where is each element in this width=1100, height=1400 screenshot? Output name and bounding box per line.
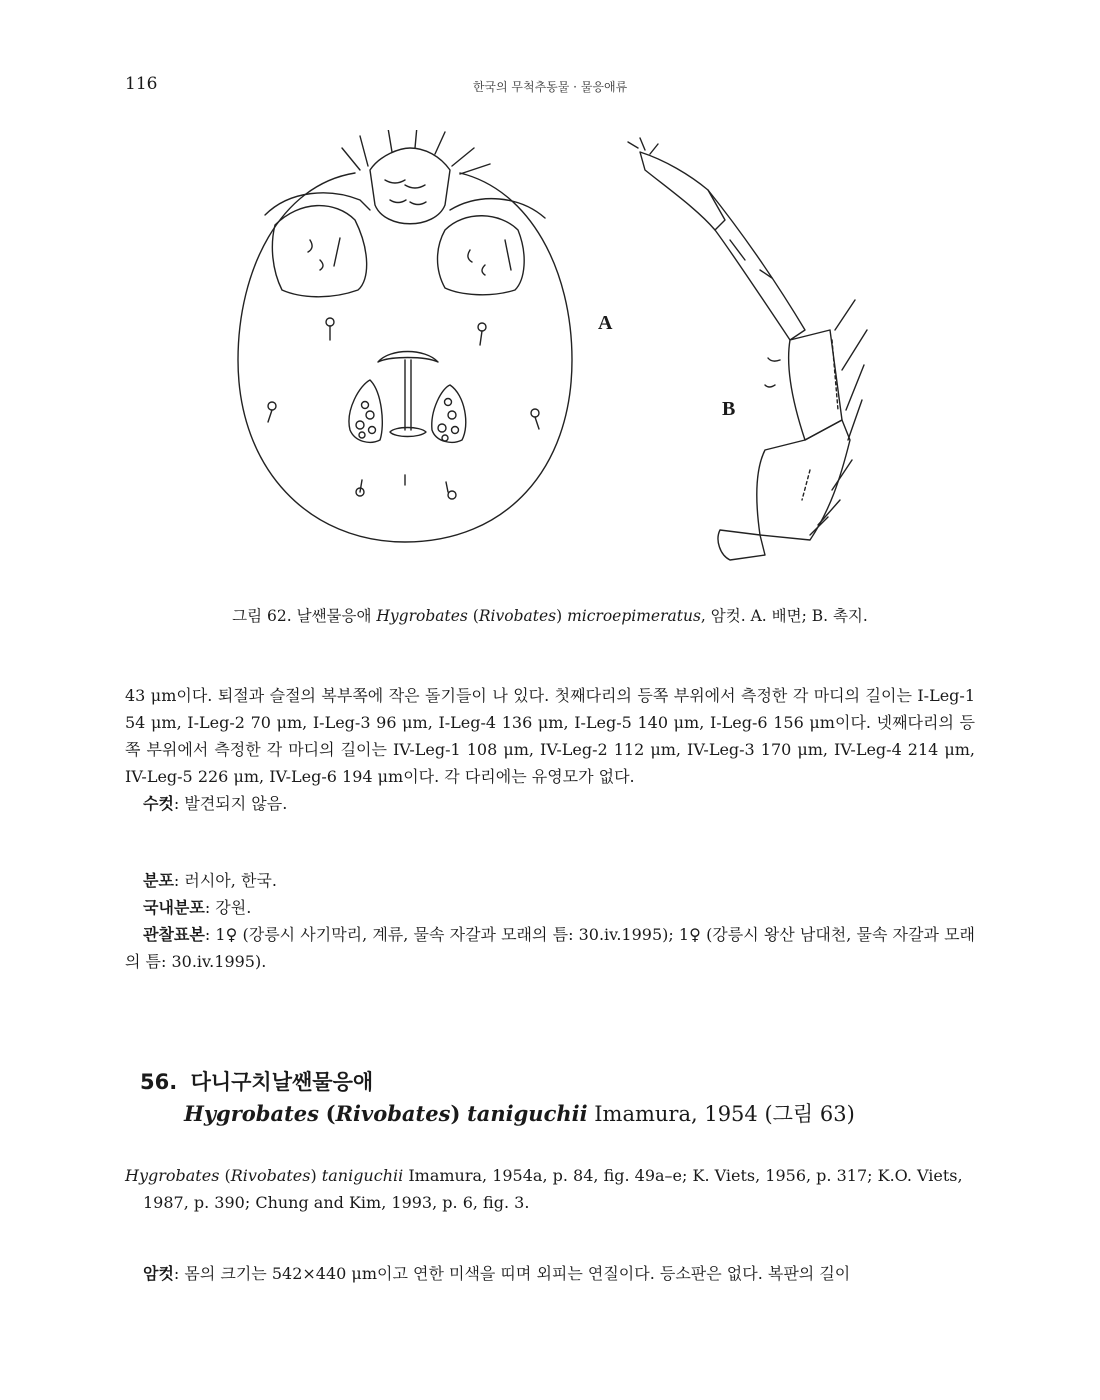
palp-segment-1 [718, 530, 765, 560]
figure-62 [220, 130, 990, 580]
specimens-text: : 1♀ (강릉시 사기막리, 계류, 물속 자갈과 모래의 틈: 30.iv.1995); 1♀ (강릉시 왕산 남대천, 물속 자갈과 모래의 틈: 30.iv.1995). [125, 925, 975, 971]
section-genus: Hygrobates [184, 1101, 319, 1126]
distribution-label: 분포 [143, 871, 174, 890]
section-heading-56 [140, 1066, 855, 1130]
synonymy-reference: Hygrobates (Rivobates) taniguchii Imamura, 1954a, p. 84, fig. 49a–e; K. Viets, 1956, p. 317; K.O. Viets, 1987, p. 390; Chung and Kim, 1993, p. 6, fig. 3. [125, 1166, 963, 1212]
specimens-label: 관찰표본 [143, 925, 205, 944]
palp-segment-4 [708, 190, 805, 340]
section-number: 56. [140, 1070, 178, 1094]
ref-subgenus: Rivobates [230, 1166, 311, 1185]
section-title-scientific: Hygrobates (Rivobates) taniguchii Imamura, 1954 (그림 63) [184, 1101, 855, 1126]
palp-segment-2 [757, 420, 850, 540]
running-title: 한국의 무척추동물 · 물응애류 [472, 80, 628, 94]
section-species: taniguchii [467, 1101, 588, 1126]
section-subgenus: Rivobates [335, 1101, 451, 1126]
ref-genus: Hygrobates [125, 1166, 220, 1185]
distribution-text: : 러시아, 한국. [173, 871, 277, 890]
description-continued [125, 682, 975, 817]
section-figure-ref: (그림 63) [764, 1102, 855, 1126]
caption-subgenus: Rivobates [478, 607, 557, 625]
ref-text: Imamura, 1954a, p. 84, fig. 49a–e; K. Viets, 1956, p. 317; K.O. Viets, 1987, p. 390; Chung and Kim, 1993, p. 6, fig. 3. [143, 1166, 963, 1212]
caption-species: microepimeratus [567, 607, 701, 625]
figure-caption: 그림 62. 날쌘물응애 Hygrobates (Rivobates) microepimeratus, 암컷. A. 배면; B. 촉지. [232, 607, 868, 625]
capitulum [370, 148, 450, 224]
figure-label-b: B [722, 398, 736, 420]
caption-prefix: 그림 62. 날쌘물응애 [232, 607, 377, 625]
caption-genus: Hygrobates [376, 607, 468, 625]
domestic-distribution-paragraph [125, 894, 975, 921]
domestic-label: 국내분포 [143, 898, 205, 917]
female-label: 암컷 [143, 1264, 174, 1283]
palp-segment-tip [640, 152, 725, 230]
palp-segment-3 [789, 330, 842, 440]
figure-label-a: A [598, 312, 613, 334]
genital-plate-left [349, 380, 382, 442]
section-author: Imamura, 1954 [587, 1102, 765, 1126]
section-title-korean [140, 1066, 855, 1098]
page-number: 116 [125, 74, 158, 94]
coxal-plate-right [438, 216, 525, 295]
male-label: 수컷 [143, 794, 174, 813]
coxal-plate-left [272, 206, 366, 297]
female-paragraph [125, 1260, 993, 1287]
ref-species: taniguchii [321, 1166, 404, 1185]
distribution-paragraph [125, 867, 975, 894]
distribution-block [125, 867, 975, 975]
male-text: : 발견되지 않음. [173, 794, 288, 813]
leg-measurements-paragraph: 43 μm이다. 퇴절과 슬절의 복부쪽에 작은 돌기들이 나 있다. 첫째다리의 등쪽 부위에서 측정한 각 마디의 길이는 I-Leg-1 54 μm, I-Leg-2 70 μm, I-Leg-3 96 μm, I-Leg-4 136 μm, I-Leg-5 140 μm, I-Leg-6 156 μm이다. 넷째다리의 등쪽 부위에서 측정한 각 마디의 길이는 IV-Leg-1 108 μm, IV-Leg-2 112 μm, IV-Leg-3 170 μm, IV-Leg-4 214 μm, IV-Leg-5 226 μm, IV-Leg-6 194 μm이다. 각 다리에는 유영모가 없다. [125, 686, 975, 786]
female-text: : 몸의 크기는 542×440 μm이고 연한 미색을 띠며 외피는 연질이다. 등소판은 없다. 복판의 길이 [173, 1264, 851, 1283]
mite-illustration [220, 130, 990, 580]
domestic-text: : 강원. [204, 898, 252, 917]
genital-sclerite [378, 352, 438, 363]
caption-suffix: , 암컷. A. 배면; B. 촉지. [700, 607, 868, 625]
section-korean-name: 다니구치날쌘물응애 [190, 1070, 374, 1094]
specimens-paragraph [125, 921, 975, 975]
male-paragraph [125, 790, 975, 817]
